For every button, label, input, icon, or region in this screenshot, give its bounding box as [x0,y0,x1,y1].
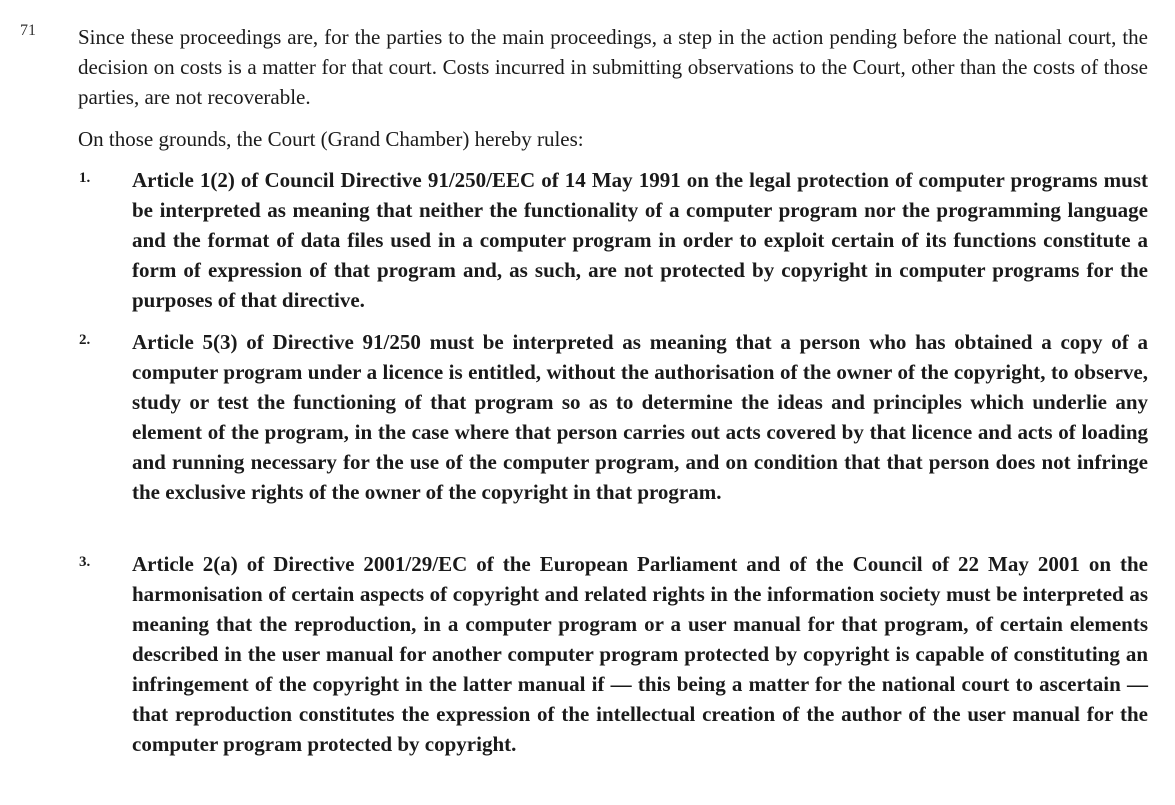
paragraph-number: 71 [20,22,36,39]
ruling-text-1: Article 1(2) of Council Directive 91/250/EEC of 14 May 1991 on the legal protection of computer programs must be interpreted as meaning that neither the functionality of a computer program nor the programming language and the format of data files used in a computer program in order to exploit certain of its functions constitute a form of expression of that program and, as such, are not protected by copyright in computer programs for the purposes of that directive. [132,168,1148,312]
ruling-intro: On those grounds, the Court (Grand Chamber) hereby rules: [78,127,584,151]
ruling-number-3: 3. [79,554,91,570]
paragraph-text: Since these proceedings are, for the parties to the main proceedings, a step in the action pending before the national court, the decision on costs is a matter for that court. Costs incurred in submitting observations to the Court, other than the costs of those parties, are not recoverable. [78,25,1148,109]
ruling-text-2: Article 5(3) of Directive 91/250 must be interpreted as meaning that a person who has obtained a copy of a computer program under a licence is entitled, without the authorisation of the owner of the copyright, to observe, study or test the functioning of that program so as to determine the ideas and principles which underlie any element of the program, in the case where that person carries out acts covered by that licence and acts of loading and running necessary for the use of the computer program, and on condition that that person does not infringe the exclusive rights of the owner of the copyright in that program. [132,330,1148,504]
ruling-number-1: 1. [79,170,91,186]
ruling-number-2: 2. [79,332,91,348]
ruling-text-3: Article 2(a) of Directive 2001/29/EC of the European Parliament and of the Council of 22 May 2001 on the harmonisation of certain aspects of copyright and related rights in the information society must be interpreted as meaning that the reproduction, in a computer program or a user manual for that program, of certain elements described in the user manual for another computer program protected by copyright is capable of constituting an infringement of the copyright in the latter manual if — this being a matter for the national court to ascertain — that reproduction constitutes the expression of the intellectual creation of the author of the user manual for the computer program protected by copyright. [132,552,1148,756]
